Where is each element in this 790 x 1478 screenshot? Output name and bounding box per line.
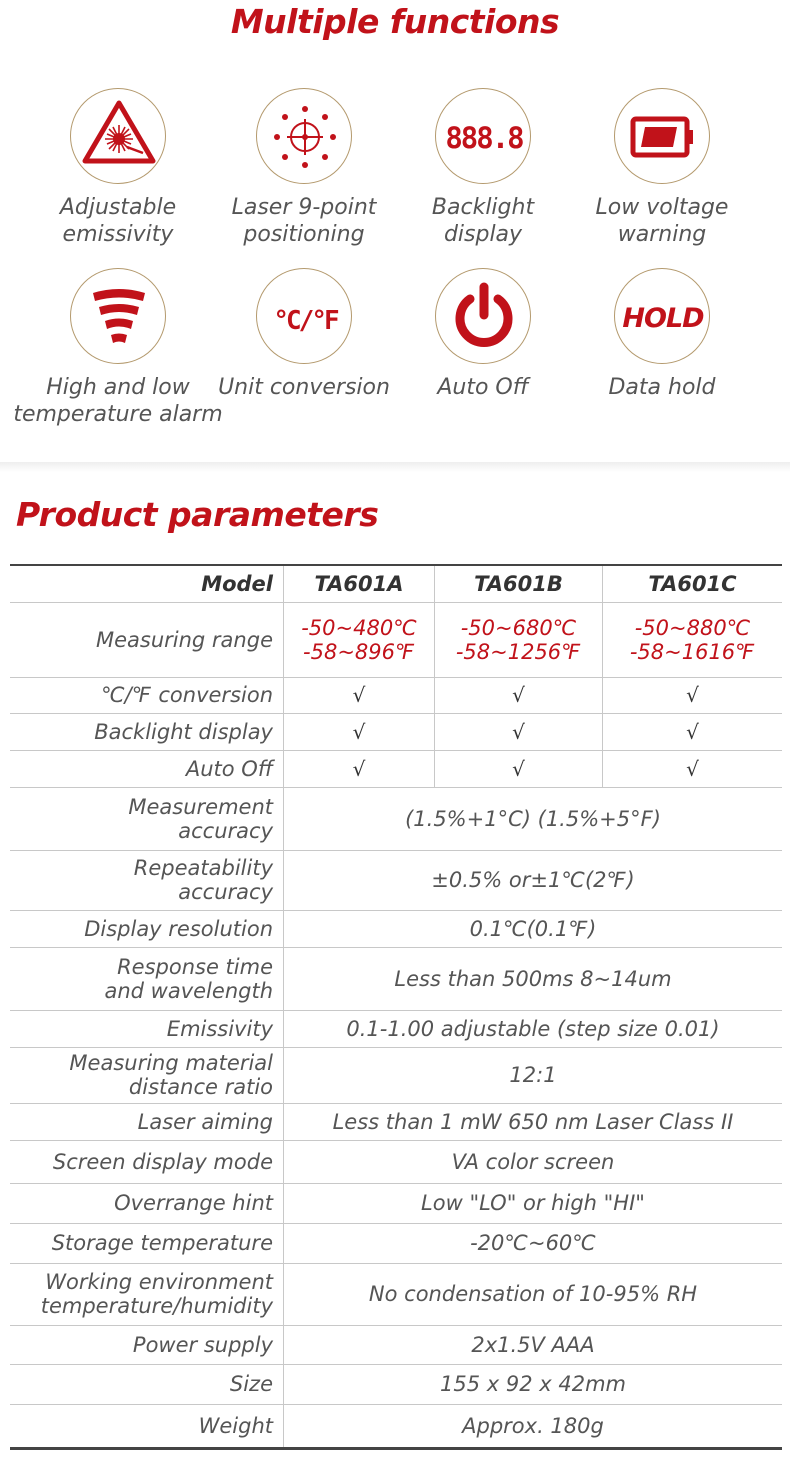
power-icon [435,268,531,364]
row-value: 2x1.5V AAA [284,1325,783,1364]
row-value: 155 x 92 x 42mm [284,1364,783,1404]
check-mark: √ [603,750,783,787]
model-header: Model [10,565,284,602]
model-ta601b: TA601B [435,565,603,602]
range-celsius: -50~480℃ [301,615,417,640]
table-row [10,1404,782,1448]
feature-label: Laser 9-point positioning [231,195,377,247]
row-label: Measuring range [10,602,284,677]
range-fahrenheit: -58~1616℉ [629,639,756,664]
model-ta601c: TA601C [603,565,783,602]
parameters-table [10,564,782,1450]
feature-label: Low voltage warning [595,195,729,247]
table-row [10,910,782,947]
feature-label: Data hold [608,375,716,400]
row-label: Size [10,1364,284,1404]
laser-warning-icon [70,88,166,184]
feature-label: Backlight display [431,195,535,247]
check-mark: √ [435,713,603,750]
table-row [10,850,782,910]
table-row [10,1047,782,1103]
check-mark: √ [284,713,435,750]
unit-conversion-icon [256,268,352,364]
hold-text: HOLD [622,303,704,334]
table-row [10,1364,782,1404]
feature-data-hold [572,268,752,401]
row-value: ±0.5% or±1℃(2℉) [284,850,783,910]
battery-icon [614,88,710,184]
row-label: Storage temperature [10,1223,284,1263]
product-parameters-title: Product parameters [16,495,379,534]
row-value: -20℃~60℃ [284,1223,783,1263]
row-value: (1.5%+1°C) (1.5%+5°F) [284,787,783,850]
table-row [10,947,782,1010]
feature-auto-off [393,268,573,401]
range-ta601c [603,602,783,677]
row-label: Power supply [10,1325,284,1364]
row-label: Overrange hint [10,1183,284,1223]
unit-text: °C/°F [273,306,337,336]
digital-display-icon [435,88,531,184]
row-label: Measurement accuracy [10,787,284,850]
range-fahrenheit: -58~1256℉ [455,639,582,664]
feature-temperature-alarm [13,268,223,428]
section-divider [0,462,790,472]
feature-backlight-display [393,88,573,248]
display-digits: 888.8 [445,121,523,155]
row-value: VA color screen [284,1140,783,1183]
table-row [10,1263,782,1325]
feature-unit-conversion [214,268,394,401]
table-row [10,1183,782,1223]
range-celsius: -50~880℃ [634,615,751,640]
table-row [10,1325,782,1364]
check-mark: √ [435,750,603,787]
row-label: Working environment temperature/humidity [10,1263,284,1325]
feature-label: Adjustable emissivity [59,195,177,247]
row-value: 0.1-1.00 adjustable (step size 0.01) [284,1010,783,1047]
row-label: Repeatability accuracy [10,850,284,910]
row-label: Screen display mode [10,1140,284,1183]
alarm-icon [70,268,166,364]
table-row [10,1103,782,1140]
range-fahrenheit: -58~896℉ [303,639,415,664]
row-label: Auto Off [10,750,284,787]
table-row-unit-conversion [10,677,782,713]
feature-label: Unit conversion [218,375,390,400]
check-mark: √ [435,677,603,713]
table-row [10,1223,782,1263]
row-value: 0.1℃(0.1℉) [284,910,783,947]
multiple-functions-title: Multiple functions [230,2,560,41]
feature-label: High and low temperature alarm [13,375,223,427]
row-value: Less than 500ms 8~14um [284,947,783,1010]
row-value: Less than 1 mW 650 nm Laser Class II [284,1103,783,1140]
table-header-row [10,565,782,602]
row-value: Approx. 180g [284,1404,783,1448]
row-label: Weight [10,1404,284,1448]
feature-laser-positioning [214,88,394,248]
row-value: No condensation of 10-95% RH [284,1263,783,1325]
feature-low-voltage-warning [572,88,752,248]
row-label: Backlight display [10,713,284,750]
row-value: Low "LO" or high "HI" [284,1183,783,1223]
table-row-backlight [10,713,782,750]
range-celsius: -50~680℃ [460,615,577,640]
table-row [10,1010,782,1047]
check-mark: √ [603,677,783,713]
feature-adjustable-emissivity [28,88,208,248]
row-value: 12:1 [284,1047,783,1103]
model-ta601a: TA601A [284,565,435,602]
table-row-measuring-range [10,602,782,677]
row-label: Response time and wavelength [10,947,284,1010]
check-mark: √ [284,677,435,713]
row-label: Emissivity [10,1010,284,1047]
row-label: Display resolution [10,910,284,947]
table-row [10,787,782,850]
range-ta601b [435,602,603,677]
hold-icon [614,268,710,364]
range-ta601a [284,602,435,677]
check-mark: √ [603,713,783,750]
row-label: Laser aiming [10,1103,284,1140]
table-row-auto-off [10,750,782,787]
crosshair-icon [256,88,352,184]
feature-label: Auto Off [437,375,529,400]
row-label: ℃/℉ conversion [10,677,284,713]
row-label: Measuring material distance ratio [10,1047,284,1103]
check-mark: √ [284,750,435,787]
table-row [10,1140,782,1183]
